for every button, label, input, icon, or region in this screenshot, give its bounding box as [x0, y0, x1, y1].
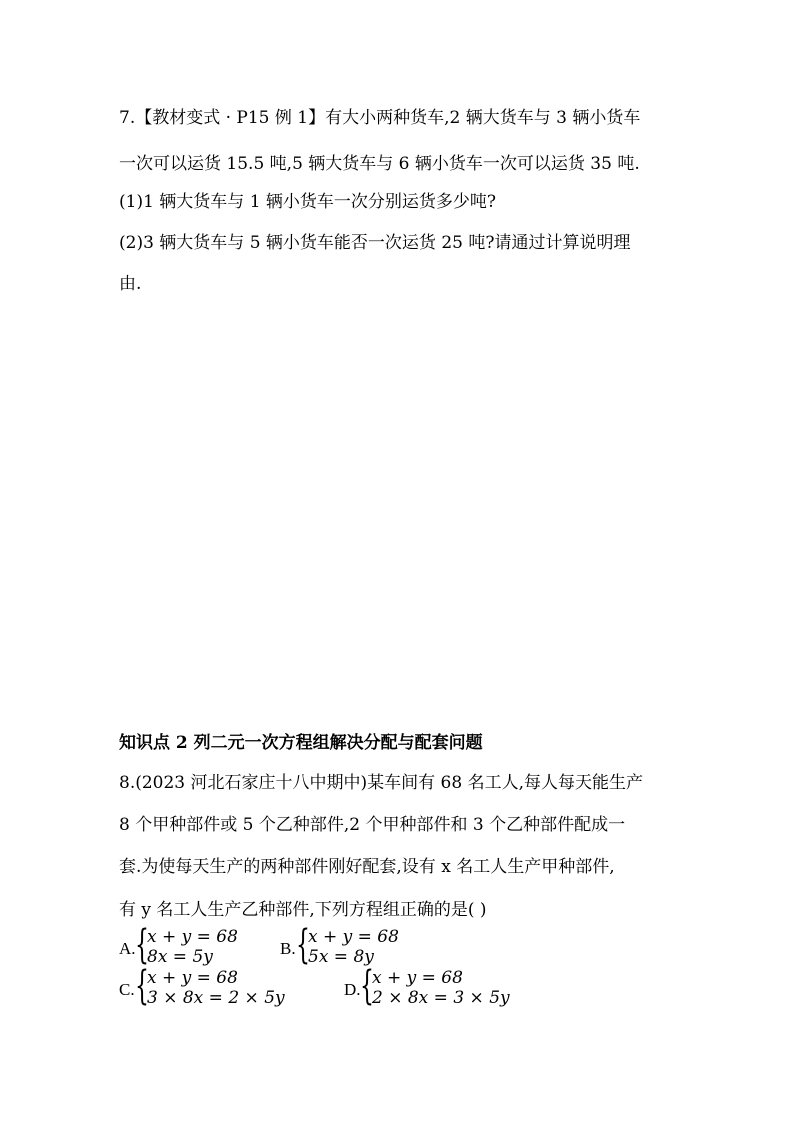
- choice-d-equation-2: 2 × 8x = 3 × 5y: [372, 988, 510, 1008]
- problem-8-line-3: 套.为使每天生产的两种部件刚好配套,设有 x 名工人生产甲种部件,: [119, 857, 615, 877]
- brace-icon: {: [296, 922, 310, 968]
- problem-8-line-4: 有 y 名工人生产乙种部件,下列方程组正确的是( ): [119, 900, 487, 920]
- choice-d-equation-1: x + y = 68: [372, 968, 463, 988]
- problem-7-line-1: 7.【教材变式 · P15 例 1】有大小两种货车,2 辆大货车与 3 辆小货车: [119, 108, 641, 128]
- brace-icon: {: [135, 963, 149, 1009]
- problem-7-line-2: 一次可以运货 15.5 吨,5 辆大货车与 6 辆小货车一次可以运货 35 吨.: [119, 154, 640, 174]
- problem-8-line-2: 8 个甲种部件或 5 个乙种部件,2 个甲种部件和 3 个乙种部件配成一: [119, 815, 626, 835]
- choice-b-equation-1: x + y = 68: [308, 927, 399, 947]
- choice-d: [344, 963, 554, 1012]
- section-heading: 知识点 2 列二元一次方程组解决分配与配套问题: [119, 733, 483, 753]
- choice-a-equation-1: x + y = 68: [147, 927, 238, 947]
- brace-icon: {: [360, 963, 374, 1009]
- choice-a-label: A.: [119, 939, 136, 958]
- problem-7-question-1: (1)1 辆大货车与 1 辆小货车一次分别运货多少吨?: [119, 192, 497, 212]
- choice-b-label: B.: [280, 939, 296, 958]
- choice-c-label: C.: [119, 980, 135, 999]
- choice-c-equation-1: x + y = 68: [147, 968, 238, 988]
- brace-icon: {: [135, 922, 149, 968]
- problem-7-question-2-line-2: 由.: [119, 274, 142, 294]
- choice-b-equation-2: 5x = 8y: [308, 947, 374, 967]
- choice-c-equation-2: 3 × 8x = 2 × 5y: [147, 988, 285, 1008]
- problem-8-line-1: 8.(2023 河北石家庄十八中期中)某车间有 68 名工人,每人每天能生产: [119, 773, 643, 793]
- choice-d-label: D.: [344, 980, 361, 999]
- problem-7-question-2-line-1: (2)3 辆大货车与 5 辆小货车能否一次运货 25 吨?请通过计算说明理: [119, 233, 631, 253]
- choice-a-equation-2: 8x = 5y: [147, 947, 213, 967]
- choice-b: [280, 922, 430, 971]
- choice-c: [119, 963, 329, 1012]
